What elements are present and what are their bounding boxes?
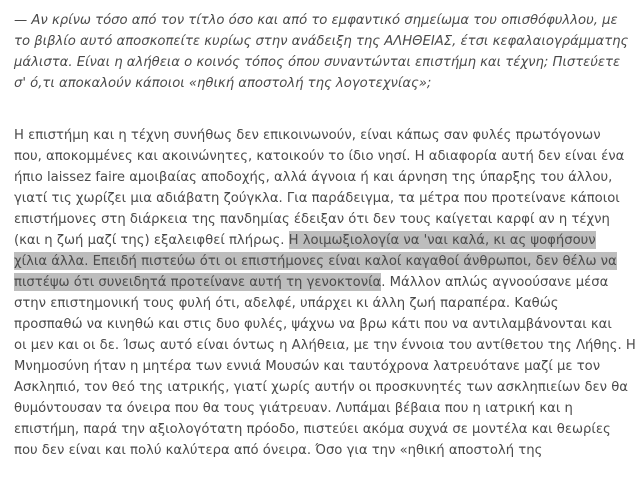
interview-question <box>14 10 632 94</box>
answer-line <box>14 230 634 251</box>
interview-answer <box>14 125 634 461</box>
answer-line: προσπαθώ να κινηθώ και στις δυο φυλές, ψάχνω να βρω κάτι που να αντιλαμβάνονται και <box>14 317 612 332</box>
answer-line: επιστήμονες στη διάρκεια της πανδημίας έδειξαν ότι δεν τους καίγεται καρφί αν η τέχνη <box>14 212 610 227</box>
answer-text: (και η ζωή μαζί της) εξαλειφθεί πλήρως. <box>14 233 289 248</box>
highlighted-text-selection[interactable]: Η λοιμωξιολογία να 'ναι καλά, κι ας ψοφήσουν <box>288 233 596 248</box>
answer-line <box>14 251 634 272</box>
answer-text: . Μάλλον απλώς αγνοούσανε μέσα <box>381 275 609 290</box>
highlighted-text-selection[interactable]: πιστέψω ότι συνειδητά προτείνανε αυτή τη γενοκτονία <box>14 275 382 290</box>
question-line: το βιβλίο αυτό αποσκοπείτε κυρίως στην ανάδειξη της ΑΛΗΘΕΙΑΣ, έτσι κεφαλαιογράμματης <box>14 34 629 49</box>
answer-line: οι μεν και οι δε. Ίσως αυτό είναι όντως η Αλήθεια, με την έννοια του αντίθετου της Λήθης. Η <box>14 338 636 353</box>
question-line: — Αν κρίνω τόσο από τον τίτλο όσο και από το εμφαντικό σημείωμα του οπισθόφυλλου, με <box>14 13 618 28</box>
answer-line: που, αποκομμένες και ακοινώνητες, κατοικούν το ίδιο νησί. Η αδιαφορία αυτή δεν είναι ένα <box>14 149 625 164</box>
answer-line: που δεν είναι και πολύ καλύτερα από όνειρα. Όσο για την «ηθική αποστολή της <box>14 443 543 458</box>
answer-line: Η επιστήμη και η τέχνη συνήθως δεν επικοινωνούν, είναι κάπως σαν φυλές πρωτόγονων <box>14 128 601 143</box>
answer-line <box>14 272 634 293</box>
answer-line: στην επιστημονική τους φυλή ότι, αδελφέ, υπάρχει κι άλλη ζωή παραπέρα. Καθώς <box>14 296 559 311</box>
answer-line: θυμόντουσαν τα όνειρα που θα τους γιάτρευαν. Λυπάμαι βέβαια που η ιατρική και η <box>14 401 573 416</box>
answer-line: γιατί τις χωρίζει μια αδιάβατη ζούγκλα. Για παράδειγμα, τα μέτρα που προτείνανε κάποιοι <box>14 191 620 206</box>
question-line: μάλιστα. Είναι η αλήθεια ο κοινός τόπος όπου συναντώνται επιστήμη και τέχνη; Πιστεύετε <box>14 55 621 70</box>
answer-line: ήπιο laissez faire αμοιβαίας αποδοχής, αλλά άγνοια ή και άρνηση της ύπαρξης του άλλου, <box>14 170 613 185</box>
question-line: σ' ό,τι αποκαλούν κάποιοι «ηθική αποστολή της λογοτεχνίας»; <box>14 76 432 91</box>
answer-line: Μνημοσύνη ήταν η μητέρα των εννιά Μουσών και ταυτόχρονα λατρευότανε μαζί με τον <box>14 359 601 374</box>
highlighted-text-selection[interactable]: χίλια άλλα. Επειδή πιστεύω ότι οι επιστήμονες είναι καλοί καγαθοί άνθρωποι, δεν θέλω να <box>14 254 617 269</box>
answer-line: Ασκληπιό, τον θεό της ιατρικής, γιατί χωρίς αυτήν οι προσκυνητές των ασκληπιείων δεν θα <box>14 380 628 395</box>
answer-line: επιστήμη, παρά την αξιολογότατη πρόοδο, πιστεύει ακόμα συχνά σε μοντέλα και θεωρίες <box>14 422 611 437</box>
